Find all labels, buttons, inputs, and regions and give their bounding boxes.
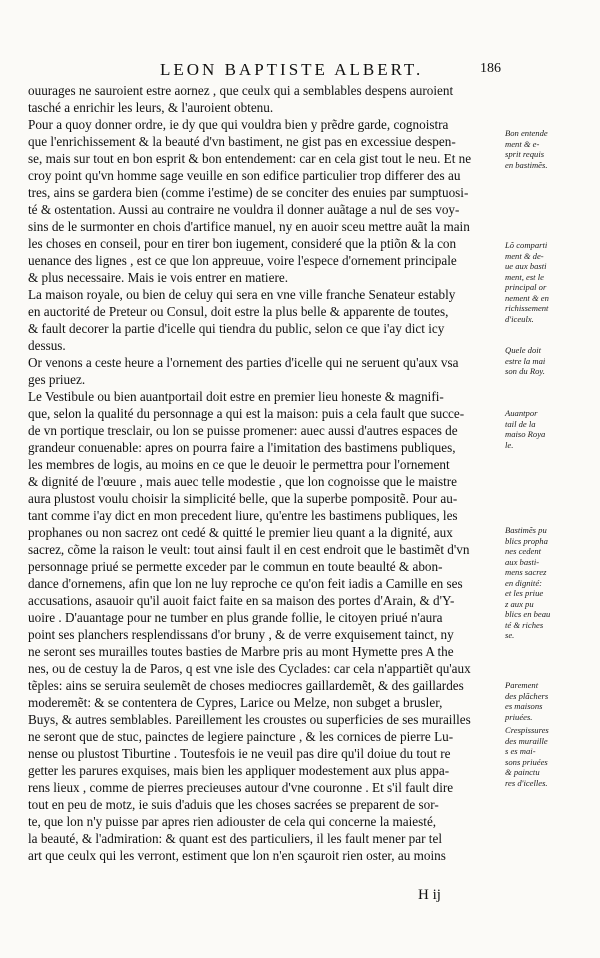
text-line: te, que lon n'y puisse par apres rien adiouster de cela qui concerne la maiesté, <box>28 814 437 829</box>
running-title: LEON BAPTISTE ALBERT. <box>160 60 424 79</box>
margin-note-line: estre la mai <box>505 355 546 366</box>
text-line: les membres de logis, au moins en ce que le deuoir le permettra pour l'ornement <box>28 457 450 472</box>
margin-note-line: et les priue <box>505 588 544 598</box>
page-header <box>60 60 530 82</box>
margin-note-line: nement & en <box>505 292 549 303</box>
text-line: croy point qu'vn homme sage veuille en son edifice particulier trop differer des au <box>28 168 461 183</box>
margin-note-line: des muraille <box>505 735 548 746</box>
margin-note-line: maiso Roya <box>505 429 546 439</box>
text-line: uoire . D'auantage pour ne tumber en plus grande follie, le citoyen priué n'aura <box>28 610 443 625</box>
text-line: nense ou plustost Tiburtine . Toutesfois ie ne veuil pas dire qu'il doiue du tout re <box>28 746 451 761</box>
text-line: tres, ains se gardera bien (comme i'estime) de se conciter des enuies par sumptuosi- <box>28 185 469 200</box>
margin-note-line: Parement <box>505 680 539 690</box>
margin-note-line: Crespissures <box>505 725 549 735</box>
text-line: aura plustost voulu choisir la simplicité belle, que la superbe pompositẽ. Pour au- <box>28 491 458 506</box>
margin-note-line: res d'icelles. <box>505 777 548 788</box>
margin-note-line: Bastimẽs pu <box>505 525 547 535</box>
text-line: & fault decorer la partie d'icelle qui tiendra du public, selon ce que i'ay dict icy <box>28 321 445 336</box>
margin-note-line: principal or <box>505 282 547 292</box>
text-line: Pour a quoy donner ordre, ie dy que qui vouldra bien y prẽdre garde, cognoistra <box>28 117 449 132</box>
text-line: de vn portique tresclair, ou lon se puisse promener: auec aussi d'autres espaces de <box>28 423 458 438</box>
margin-note-line: aux basti- <box>505 556 540 567</box>
margin-note-line: tail de la <box>505 418 536 429</box>
text-line: té & ostentation. Aussi au contraire ne vouldra il donner auãtage a nul de ses voy- <box>28 202 460 217</box>
paragraph <box>28 116 496 286</box>
text-line: uenance des lignes , est ce que lon appreuue, voire l'espece d'ornement principale <box>28 253 457 268</box>
margin-note <box>505 240 575 324</box>
text-line: ouurages ne sauroient estre aornez , que ceulx qui a semblables despens auroient <box>28 83 454 98</box>
margin-note-line: blics propha <box>505 535 548 546</box>
text-line: accusations, asauoir qu'il auoit faict faite en sa maison des portes d'Arain, & d'Y- <box>28 593 455 608</box>
text-line: la beauté, & l'admiration: & quant est des particuliers, il les fault mener par tel <box>28 831 442 846</box>
margin-note <box>505 525 575 641</box>
text-line: Or venons a ceste heure a l'ornement des parties d'icelle qui ne seruent qu'aux vsa <box>28 355 459 370</box>
margin-note-line: sons priuées <box>505 756 548 767</box>
margin-note-line: se. <box>505 630 515 640</box>
text-line: tant comme i'ay dict en mon precedent liure, qu'entre les bastimens publiques, les <box>28 508 458 523</box>
text-line: sins de le surmonter en chois d'artifice manuel, ny en auoir sceu mettre auãt la main <box>28 219 470 234</box>
text-line: dessus. <box>28 338 66 353</box>
text-line: sacrez, cõme la raison le veult: tout ainsi fault il en cest endroit que le bastimẽt d'vn <box>28 542 470 557</box>
margin-note-line: nes cedent <box>505 546 542 556</box>
margin-note-line: des plãchers <box>505 690 549 701</box>
margin-note <box>505 345 575 377</box>
margin-note-line: richissement <box>505 303 549 313</box>
text-line: nes, ou de cestuy la de Paros, q est vne isle des Cyclades: car cela n'appartiẽt qu'aux <box>28 661 471 676</box>
margin-note-line: Lõ comparti <box>505 240 548 250</box>
text-line: en auctorité de Preteur ou Consul, doit estre la plus belle & apparente de toutes, <box>28 304 449 319</box>
text-line: dance d'ornemens, afin que lon ne luy reproche ce qu'on feit iadis a Camille en ses <box>28 576 463 591</box>
margin-note-line: té & riches <box>505 619 544 630</box>
text-line: que l'enrichissement & la beauté d'vn bastiment, ne gist pas en excessiue despen- <box>28 134 456 149</box>
margin-note-line: le. <box>505 439 514 450</box>
margin-note-line: es maisons <box>505 701 543 711</box>
margin-note-line: s es mai- <box>505 746 536 756</box>
paragraph <box>28 286 496 354</box>
margin-note <box>505 128 575 170</box>
text-line: se, mais sur tout en bon esprit & bon entendement: car en cela gist tout le neu. Et ne <box>28 151 472 166</box>
margin-note-line: mens sacrez <box>505 567 547 577</box>
margin-note-line: priuées. <box>505 711 533 722</box>
margin-note-line: blics en beau <box>505 609 551 619</box>
text-line: ne seront que de stuc, painctes de legiere paincture , & les cornices de pierre Lu- <box>28 729 454 744</box>
text-line: Le Vestibule ou bien auantportail doit estre en premier lieu honeste & magnifi- <box>28 389 444 404</box>
text-line: getter les parures exquises, mais bien les appliquer modestement aux plus appa- <box>28 763 450 778</box>
paragraph <box>28 82 496 116</box>
margin-note-line: en bastimẽs. <box>505 159 548 170</box>
text-line: moderemẽt: & se contentera de Cypres, Larice ou Melze, non subget a brusler, <box>28 695 443 710</box>
text-line: les choses en conseil, pour en tirer bon iugement, consideré que la ptiõn & la con <box>28 236 457 251</box>
text-line: tout en peu de motz, ie suis d'aduis que les choses sacrées se preparent de sor- <box>28 797 439 812</box>
margin-note-line: d'iceulx. <box>505 313 534 324</box>
margin-note-line: ment & e- <box>505 138 540 149</box>
margin-note-line: en dignité: <box>505 577 542 588</box>
margin-note-line: & painctu <box>505 767 540 777</box>
text-line: ges priuez. <box>28 372 86 387</box>
margin-note-line: Quele doit <box>505 345 542 355</box>
text-line: Buys, & autres semblables. Pareillement les croustes ou superficies de ses murailles <box>28 712 471 727</box>
margin-note-line: ment & de- <box>505 250 544 261</box>
margin-note <box>505 408 575 450</box>
margin-note <box>505 680 575 722</box>
text-line: tasché a enrichir les leurs, & l'auroient obtenu. <box>28 100 274 115</box>
signature-mark: H ij <box>418 887 441 903</box>
text-line: prophanes ou non sacrez ont cedé & quitté le premier lieu quant a la dignité, aux <box>28 525 453 540</box>
text-line: & plus necessaire. Mais ie vois entrer en matiere. <box>28 270 288 285</box>
text-line: grandeur conuenable: apres on pourra faire a l'imitation des bastimens publiques, <box>28 440 456 455</box>
margin-note-line: sprit requis <box>505 149 545 159</box>
text-line: personnage priué se permette exceder par le commun en toute beaulté & abon- <box>28 559 443 574</box>
page-number: 186 <box>480 61 501 76</box>
text-line: tẽples: ains se seruira seulemẽt de choses mediocres gaillardemẽt, & des gaillardes <box>28 678 464 693</box>
margin-note-line: son du Roy. <box>505 366 545 376</box>
text-line: que, selon la qualité du personnage a qui est la maison: puis a cela fault que succe- <box>28 406 465 421</box>
margin-note-line: ue aux basti <box>505 261 547 271</box>
text-line: point ses planchers resplendissans d'or bruny , & de verre exquisement tainct, ny <box>28 627 454 642</box>
margin-note-line: Auantpor <box>505 408 538 418</box>
text-line: La maison royale, ou bien de celuy qui sera en vne ville franche Senateur estably <box>28 287 456 302</box>
margin-note-line: z aux pu <box>505 598 534 609</box>
paragraph <box>28 388 496 864</box>
margin-note-line: Bon entende <box>505 128 548 138</box>
text-line: art que ceulx qui les verront, estiment que lon n'en sçauroit rien oster, au moins <box>28 848 446 863</box>
paragraph <box>28 354 496 388</box>
margin-note-line: ment, est le <box>505 271 544 282</box>
main-text <box>28 82 496 864</box>
text-line: rens lieux , comme de pierres precieuses autour d'vne couronne . Et s'il fault dire <box>28 780 454 795</box>
text-line: ne seront ses murailles toutes basties de Marbre pris au mont Hymette pres A the <box>28 644 454 659</box>
margin-note <box>505 725 575 788</box>
text-line: & dignité de l'œuure , mais auec telle modestie , que lon cognoisse que le maistre <box>28 474 458 489</box>
